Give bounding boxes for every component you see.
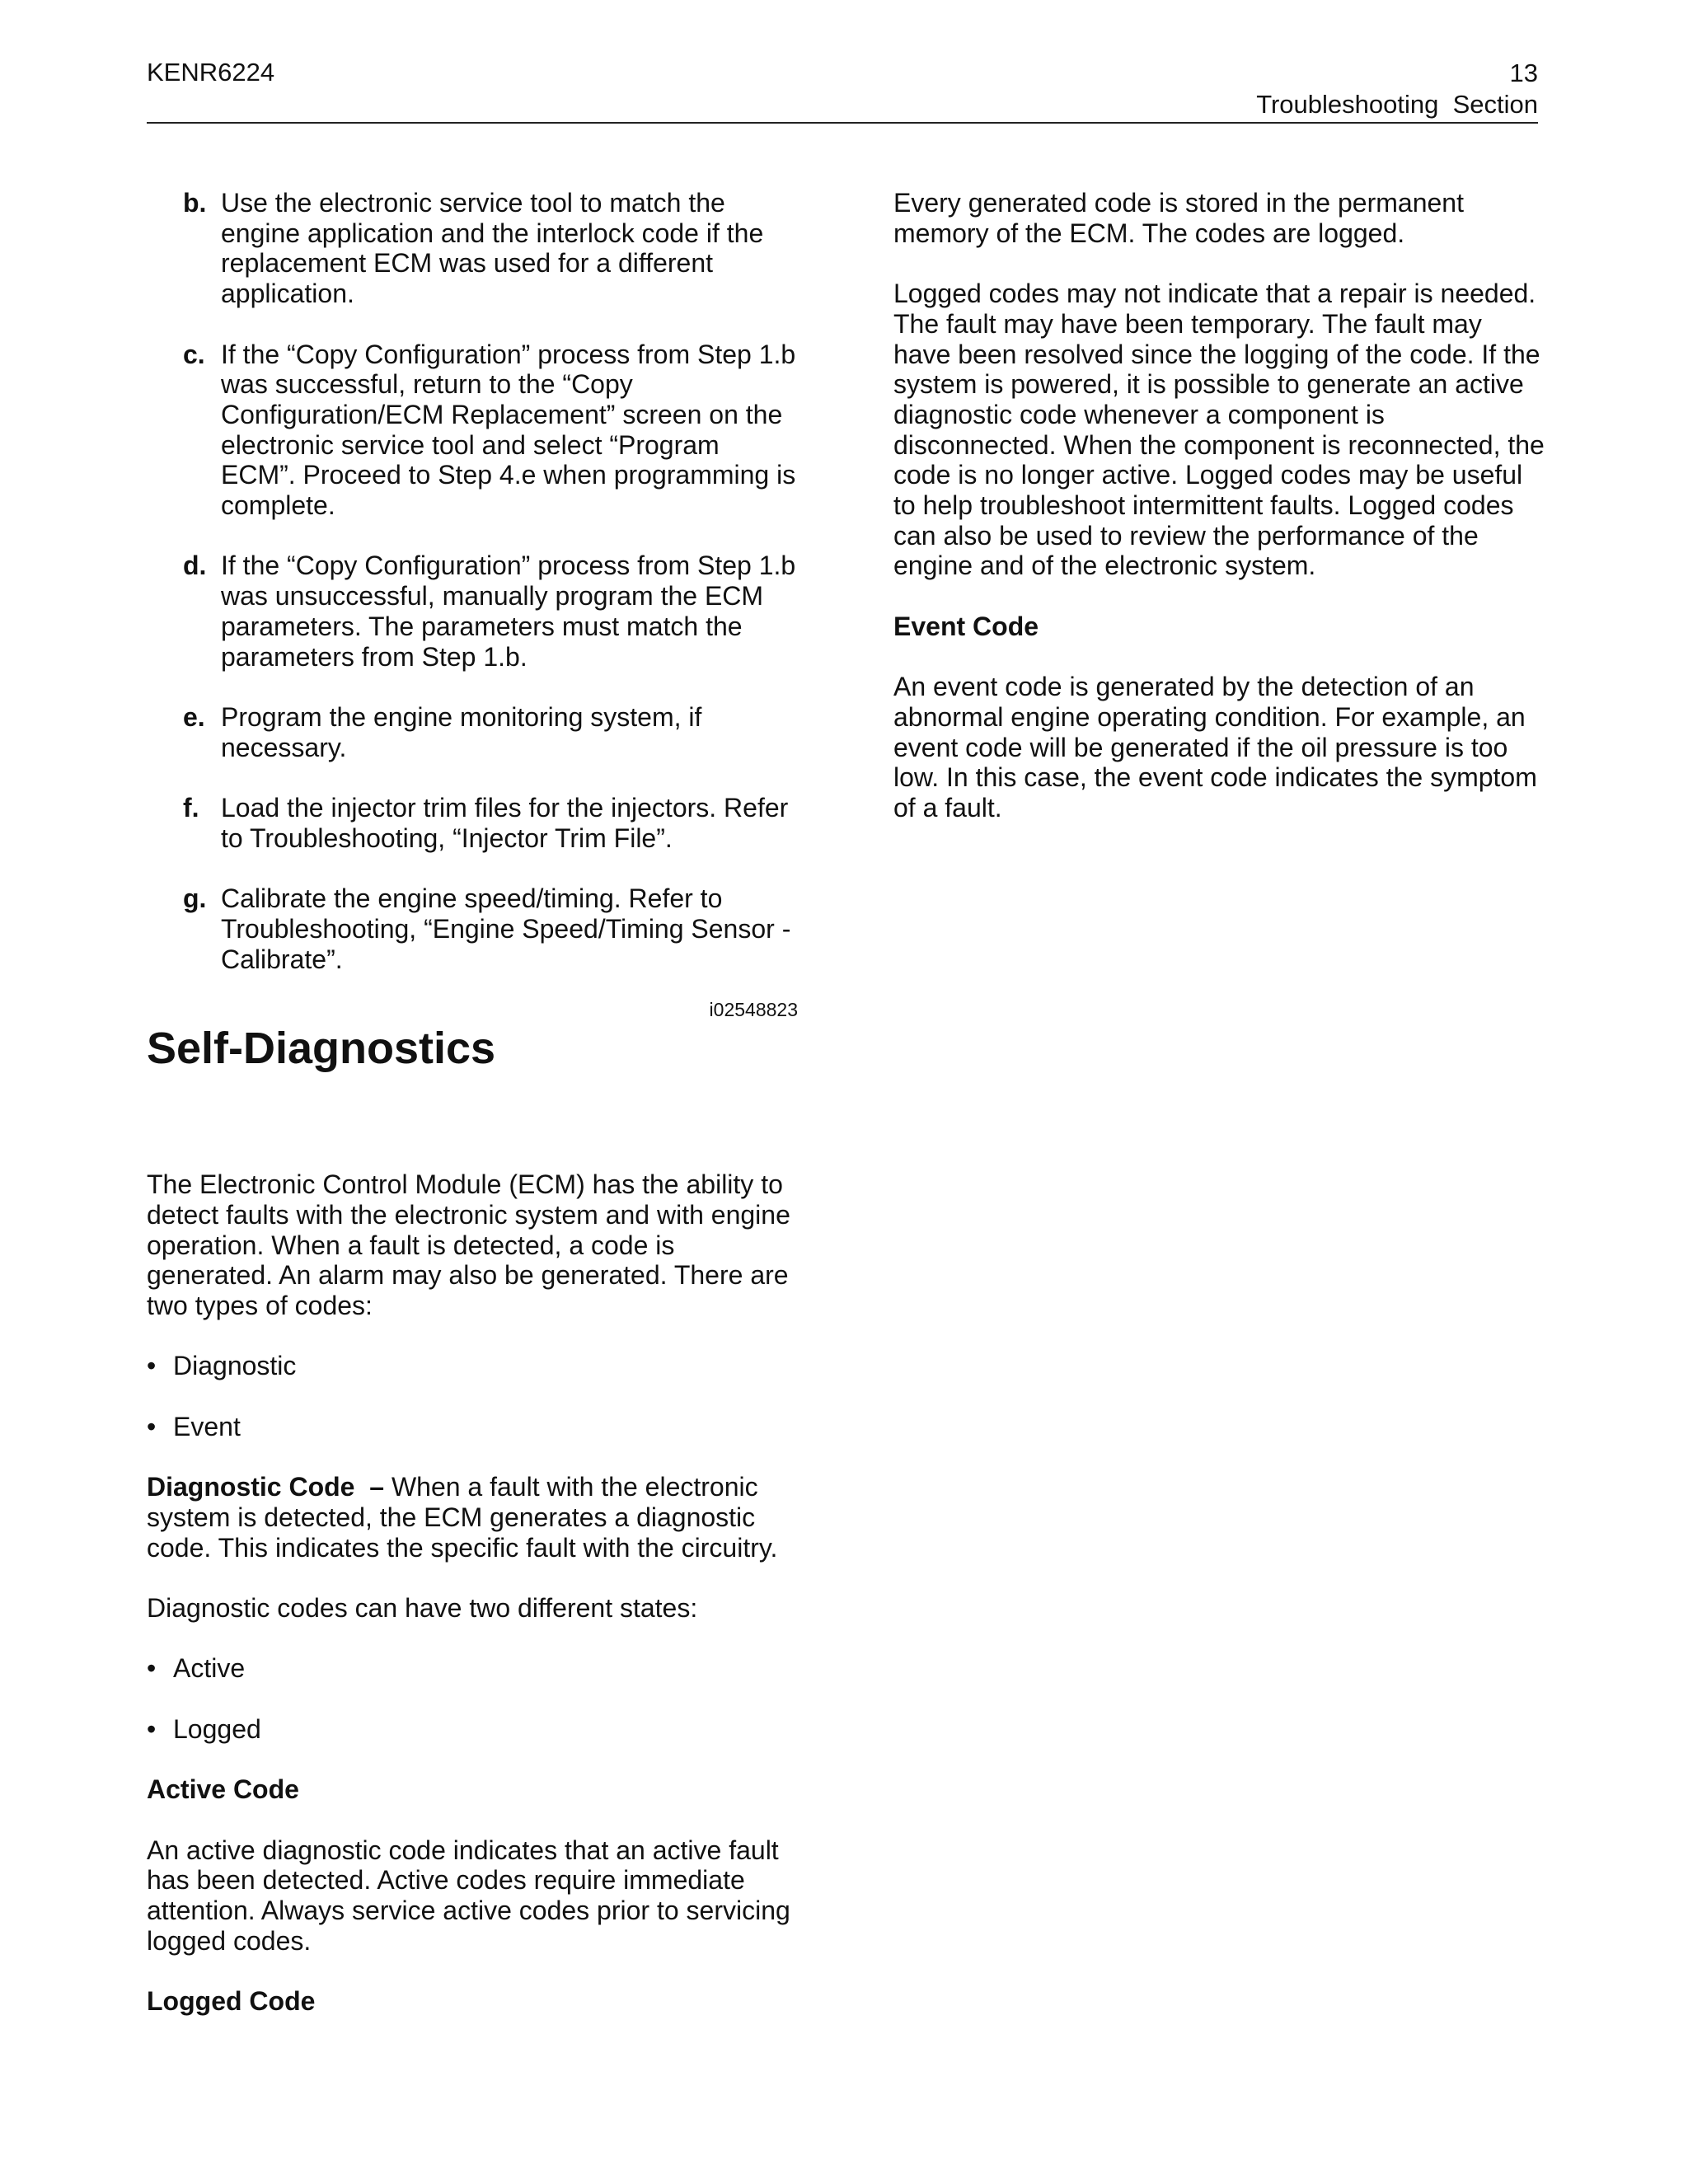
step-letter: b.: [183, 188, 207, 218]
step-letter: g.: [183, 883, 207, 914]
step-c: [147, 340, 798, 521]
step-b: [147, 188, 798, 309]
bullet-icon: •: [147, 1351, 157, 1381]
active-code-heading: Active Code: [147, 1774, 299, 1805]
section-name: Troubleshooting Section: [1256, 90, 1538, 119]
header-right: [1256, 58, 1538, 120]
step-text: Calibrate the engine speed/timing. Refer to Troubleshooting, “Engine Speed/Timing Sensor - Calibrate”.: [221, 883, 791, 974]
diagnostic-code-paragraph: [147, 1472, 798, 1563]
page-header: [147, 53, 1538, 124]
diagnostic-code-text: When a fault with the electronic system is detected, the ECM generates a diagnostic code. This indicates the specific fault with the circuitry.: [147, 1472, 778, 1563]
step-f: [147, 793, 798, 853]
list-item-text: Logged: [173, 1713, 261, 1744]
right-column: [893, 188, 1545, 853]
intro-paragraph: The Electronic Control Module (ECM) has the ability to detect faults with the electronic system and with engine operation. When a fault is detected, a code is generated. An alarm may also be generated. There are two types of codes:: [147, 1169, 790, 1321]
list-item-text: Active: [173, 1653, 246, 1684]
diagnostic-code-term: Diagnostic Code –: [147, 1472, 385, 1502]
bullet-icon: •: [147, 1713, 157, 1744]
step-e: [147, 702, 798, 762]
logged-code-paragraph-1: Every generated code is stored in the permanent memory of the ECM. The codes are logged.: [893, 188, 1464, 248]
step-d: [147, 551, 798, 672]
logged-code-heading: Logged Code: [147, 1986, 316, 2017]
page-number: 13: [1509, 59, 1538, 87]
section-title: Self-Diagnostics: [147, 1024, 496, 1074]
step-letter: c.: [183, 339, 205, 369]
states-intro: Diagnostic codes can have two different states:: [147, 1592, 698, 1623]
list-item: [147, 1412, 798, 1442]
list-item-text: Diagnostic: [173, 1351, 297, 1381]
document-id: KENR6224: [147, 58, 275, 87]
document-reference-id: i02548823: [709, 999, 798, 1021]
list-item: [147, 1653, 798, 1684]
step-text: Use the electronic service tool to match the engine application and the interlock code if the replacement ECM was used for a different application.: [221, 188, 764, 309]
event-code-heading: Event Code: [893, 611, 1039, 641]
event-code-paragraph: An event code is generated by the detection of an abnormal engine operating condition. For example, an event code will be generated if the oil pressure is too low. In this case, the event code indicates the symptom of a fault.: [893, 672, 1537, 823]
bullet-icon: •: [147, 1653, 157, 1684]
step-g: [147, 883, 798, 974]
list-item: [147, 1714, 798, 1745]
step-letter: f.: [183, 793, 199, 823]
step-letter: d.: [183, 551, 207, 581]
step-text: If the “Copy Configuration” process from Step 1.b was successful, return to the “Copy Configuration/ECM Replacement” screen on the electronic service tool and select “Program ECM”. Proceed to Step 4.e when programming is complete.: [221, 339, 796, 521]
step-text: Load the injector trim files for the injectors. Refer to Troubleshooting, “Injector Trim File”.: [221, 793, 789, 853]
step-text: Program the engine monitoring system, if necessary.: [221, 701, 702, 762]
left-column: [147, 188, 798, 2046]
step-letter: e.: [183, 701, 205, 732]
bullet-icon: •: [147, 1411, 157, 1441]
list-item-text: Event: [173, 1411, 241, 1441]
active-code-paragraph: An active diagnostic code indicates that an active fault has been detected. Active codes require immediate attention. Always service active codes prior to servicing logged codes.: [147, 1835, 790, 1956]
step-text: If the “Copy Configuration” process from Step 1.b was unsuccessful, manually program the ECM parameters. The parameters must match the parameters from Step 1.b.: [221, 551, 796, 672]
list-item: [147, 1351, 798, 1381]
logged-code-paragraph-2: Logged codes may not indicate that a repair is needed. The fault may have been temporary. The fault may have been resolved since the logging of the code. If the system is powered, it is possible to generate an active diagnostic code whenever a component is disconnected. When the component is reconnected, the code is no longer active. Logged codes may be useful to help troubleshoot intermittent faults. Logged codes can also be used to review the performance of the engine and of the electronic system.: [893, 279, 1545, 581]
